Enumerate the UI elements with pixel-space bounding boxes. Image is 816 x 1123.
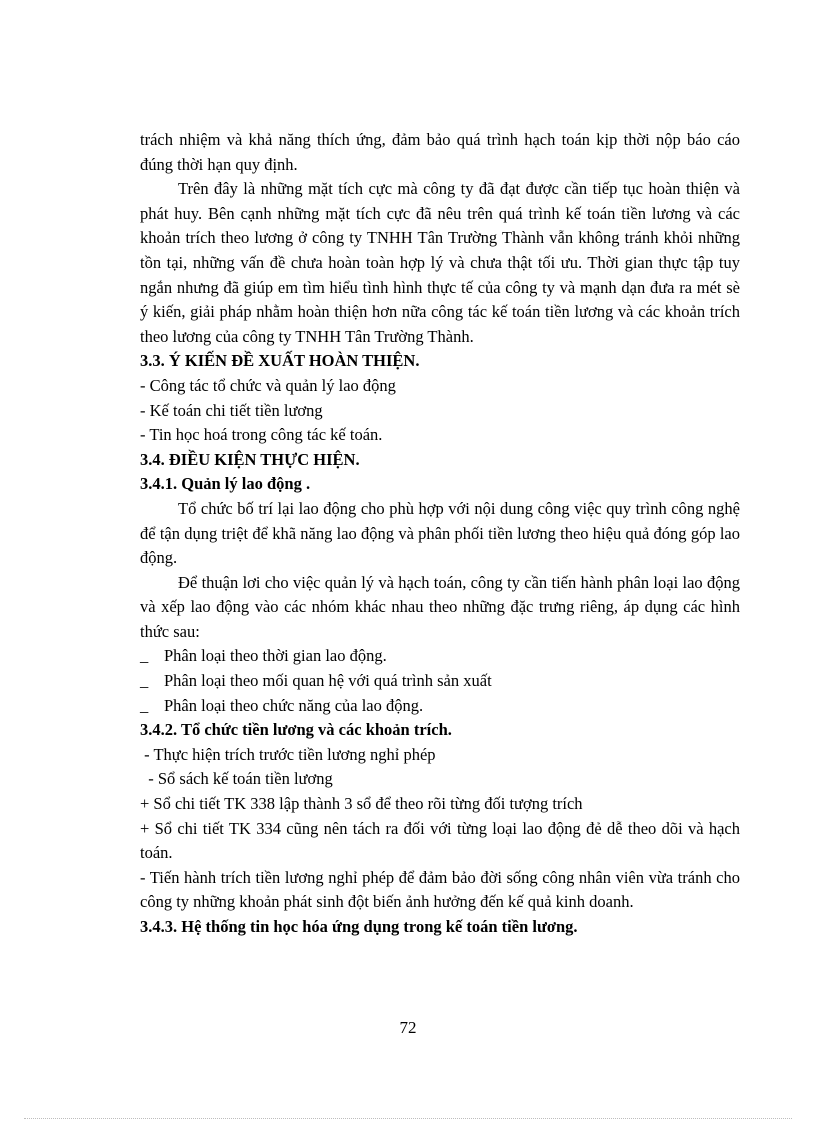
- section-3-4-heading: 3.4. ĐIỀU KIỆN THỰC HIỆN.: [140, 449, 360, 469]
- list-item: - Công tác tổ chức và quản lý lao động: [140, 375, 396, 395]
- list-item-text: Phân loại theo chức năng của lao động.: [164, 695, 424, 715]
- page-number: 72: [399, 1018, 417, 1037]
- list-item-text: Phân loại theo thời gian lao động.: [164, 646, 387, 666]
- page-bottom-divider: [24, 1118, 792, 1119]
- paragraph-intro: trách nhiệm và khả năng thích ứng, đảm bảo quá trình hạch toán kịp thời nộp báo cáo đúng thời hạn quy định.: [140, 130, 740, 174]
- section-3-3-heading: 3.3. Ý KIẾN ĐỀ XUẤT HOÀN THIỆN.: [140, 351, 420, 371]
- dash-marker: _: [140, 671, 149, 691]
- list-item: - Tin học hoá trong công tác kế toán.: [140, 425, 383, 445]
- paragraph-ledger-334: + Sổ chi tiết TK 334 cũng nên tách ra đối với từng loại lao động đẻ dễ theo dõi và hạch toán.: [140, 818, 740, 863]
- paragraph-leave-accrual: - Tiến hành trích tiền lương nghỉ phép để đảm bảo đời sống công nhân viên vừa tránh cho công ty những khoản phát sinh đột biến ảnh hưởng đến kế quả kinh doanh.: [140, 867, 740, 912]
- list-item: + Sổ chi tiết TK 338 lập thành 3 sổ để theo rõi từng đối tượng trích: [140, 794, 583, 814]
- paragraph-labor-classification: Để thuận lơi cho việc quản lý và hạch toán, công ty cần tiến hành phân loại lao động và xếp lao động vào các nhóm khác nhau theo những đặc trưng riêng, áp dụng các hình thức sau:: [140, 572, 740, 641]
- list-item: [140, 694, 740, 719]
- list-item: - Sổ sách kế toán tiền lương: [140, 769, 333, 789]
- dash-marker: _: [140, 695, 149, 715]
- section-3-4-2-heading: 3.4.2. Tổ chức tiền lương và các khoản trích.: [140, 720, 452, 740]
- list-item: [140, 644, 740, 669]
- list-item-text: Phân loại theo mối quan hệ với quá trình sản xuất: [164, 671, 492, 691]
- dash-marker: _: [140, 646, 149, 666]
- list-item: [140, 669, 740, 694]
- paragraph-summary: Trên đây là những mặt tích cực mà công ty đã đạt được cần tiếp tục hoàn thiện và phát huy. Bên cạnh những mặt tích cực đã nêu trên quá trình kế toán tiền lương và các khoản trích theo lương ở công ty TNHH Tân Trường Thành vẫn không tránh khỏi những tồn tại, những vấn đề chưa hoàn toàn hợp lý và chưa thật tối ưu. Thời gian thực tập tuy ngắn nhưng đã giúp em tìm hiểu tình hình thực tế của công ty và mạnh dạn đưa ra mét sè ý kiến, giải pháp nhằm hoàn thiện hơn nữa công tác kế toán tiền lương và các khoản trích theo lương của công ty TNHH Tân Trường Thành.: [140, 179, 740, 346]
- list-item: - Kế toán chi tiết tiền lương: [140, 400, 323, 420]
- document-body: [140, 128, 740, 940]
- paragraph-labor-arrangement: Tổ chức bố trí lại lao động cho phù hợp với nội dung công việc quy trình công nghệ để tận dụng triệt để khã năng lao động và phân phối tiền lương theo hiệu quả đóng góp lao động.: [140, 498, 740, 568]
- section-3-4-1-heading: 3.4.1. Quản lý lao động .: [140, 474, 311, 494]
- list-item: - Thực hiện trích trước tiền lương nghỉ phép: [140, 744, 436, 764]
- section-3-4-3-heading: 3.4.3. Hệ thống tin học hóa ứng dụng trong kế toán tiền lương.: [140, 917, 578, 936]
